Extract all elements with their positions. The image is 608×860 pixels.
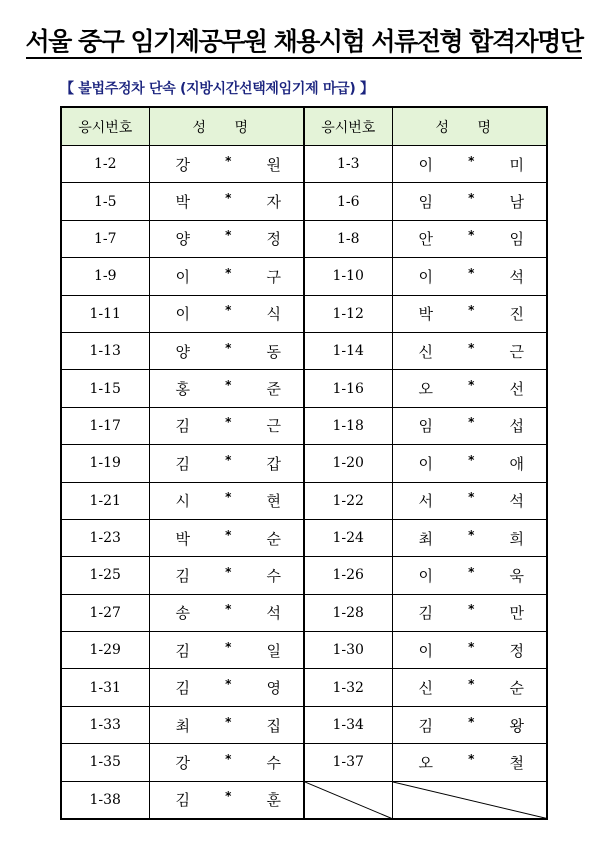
applicant-number-right: 1-12 <box>304 295 392 332</box>
name-last: 석 <box>509 267 524 286</box>
applicant-number-left: 1-9 <box>61 258 149 295</box>
name-first: 송 <box>175 604 190 623</box>
applicant-number-right: 1-16 <box>304 370 392 407</box>
applicant-name-parts <box>150 191 304 212</box>
applicant-name-parts <box>393 602 547 623</box>
applicant-name-parts <box>150 528 304 549</box>
name-mask: * <box>225 265 232 280</box>
name-first: 서 <box>418 492 433 511</box>
name-last: 순 <box>266 529 281 548</box>
table-row <box>61 632 547 669</box>
applicant-name-right <box>392 445 547 482</box>
diagonal-line <box>305 782 392 818</box>
header-name-right-text: 성 명 <box>435 119 503 136</box>
name-last: 섭 <box>509 417 524 436</box>
table-row <box>61 445 547 482</box>
applicant-name-right <box>392 407 547 444</box>
name-first: 이 <box>418 454 433 473</box>
name-first: 강 <box>175 155 190 174</box>
name-first: 안 <box>418 230 433 249</box>
applicant-number-right: 1-26 <box>304 557 392 594</box>
applicant-name-parts <box>150 154 304 175</box>
table-row <box>61 295 547 332</box>
table-row <box>61 332 547 369</box>
applicant-number-left: 1-38 <box>61 781 149 819</box>
name-last: 순 <box>509 679 524 698</box>
applicant-name-right <box>392 258 547 295</box>
applicant-name-left <box>149 594 304 631</box>
name-first: 이 <box>175 305 190 324</box>
empty-cell <box>304 781 392 819</box>
name-last: 현 <box>266 492 281 511</box>
empty-cell <box>392 781 547 819</box>
applicant-name-parts <box>393 565 547 586</box>
name-first: 최 <box>175 716 190 735</box>
applicant-name-parts <box>393 490 547 511</box>
applicant-number-right: 1-32 <box>304 669 392 706</box>
applicant-name-parts <box>393 341 547 362</box>
name-mask: * <box>468 191 475 206</box>
name-mask: * <box>225 714 232 729</box>
name-mask: * <box>468 751 475 766</box>
applicant-name-parts <box>150 303 304 324</box>
name-last: 만 <box>509 604 524 623</box>
table-row <box>61 183 547 220</box>
applicant-number-right: 1-28 <box>304 594 392 631</box>
name-first: 박 <box>175 193 190 212</box>
applicant-number-right: 1-18 <box>304 407 392 444</box>
applicant-name-parts <box>393 640 547 661</box>
name-mask: * <box>225 564 232 579</box>
table-row <box>61 669 547 706</box>
name-last: 식 <box>266 305 281 324</box>
name-first: 이 <box>418 566 433 585</box>
table-row <box>61 519 547 556</box>
name-mask: * <box>468 564 475 579</box>
name-last: 원 <box>266 155 281 174</box>
table-header-row <box>61 107 547 146</box>
name-last: 정 <box>266 230 281 249</box>
header-number-left: 응시번호 <box>61 107 149 146</box>
name-first: 양 <box>175 342 190 361</box>
applicant-number-right: 1-30 <box>304 632 392 669</box>
name-mask: * <box>468 677 475 692</box>
applicant-name-parts <box>150 789 304 810</box>
name-last: 욱 <box>509 566 524 585</box>
applicant-name-right <box>392 332 547 369</box>
table-row <box>61 407 547 444</box>
table-row <box>61 258 547 295</box>
applicant-name-parts <box>150 677 304 698</box>
name-mask: * <box>468 378 475 393</box>
applicant-name-parts <box>393 715 547 736</box>
applicant-name-left <box>149 407 304 444</box>
name-last: 집 <box>266 716 281 735</box>
name-first: 김 <box>418 604 433 623</box>
applicant-number-left: 1-29 <box>61 632 149 669</box>
name-last: 일 <box>266 641 281 660</box>
name-mask: * <box>468 303 475 318</box>
applicant-number-right: 1-20 <box>304 445 392 482</box>
table-body <box>61 146 547 820</box>
applicant-number-right: 1-3 <box>304 146 392 183</box>
applicant-name-parts <box>150 453 304 474</box>
applicant-name-left <box>149 781 304 819</box>
applicant-name-parts <box>393 303 547 324</box>
applicant-number-right: 1-22 <box>304 482 392 519</box>
name-last: 왕 <box>509 716 524 735</box>
name-mask: * <box>225 228 232 243</box>
name-mask: * <box>225 153 232 168</box>
applicant-name-parts <box>393 752 547 773</box>
name-first: 강 <box>175 753 190 772</box>
name-mask: * <box>225 527 232 542</box>
name-mask: * <box>225 303 232 318</box>
applicant-name-right <box>392 220 547 257</box>
applicant-number-left: 1-33 <box>61 706 149 743</box>
name-last: 근 <box>509 342 524 361</box>
applicant-number-left: 1-13 <box>61 332 149 369</box>
header-number-right: 응시번호 <box>304 107 392 146</box>
applicant-name-right <box>392 706 547 743</box>
name-last: 수 <box>266 566 281 585</box>
applicant-name-parts <box>150 602 304 623</box>
applicant-name-left <box>149 669 304 706</box>
applicant-name-left <box>149 332 304 369</box>
name-last: 영 <box>266 679 281 698</box>
applicant-name-left <box>149 220 304 257</box>
applicant-number-left: 1-35 <box>61 744 149 781</box>
name-mask: * <box>468 714 475 729</box>
name-first: 임 <box>418 417 433 436</box>
applicant-name-parts <box>393 415 547 436</box>
applicant-number-right: 1-14 <box>304 332 392 369</box>
applicant-number-left: 1-27 <box>61 594 149 631</box>
applicant-name-right <box>392 669 547 706</box>
table-row <box>61 594 547 631</box>
name-first: 이 <box>418 641 433 660</box>
applicant-number-left: 1-21 <box>61 482 149 519</box>
name-mask: * <box>225 340 232 355</box>
name-first: 이 <box>418 267 433 286</box>
applicant-name-parts <box>150 341 304 362</box>
applicant-name-left <box>149 183 304 220</box>
applicant-name-parts <box>150 266 304 287</box>
applicant-name-left <box>149 445 304 482</box>
name-last: 희 <box>509 529 524 548</box>
applicant-name-left <box>149 519 304 556</box>
header-name-left <box>149 107 304 146</box>
applicant-name-parts <box>150 378 304 399</box>
applicant-name-parts <box>393 228 547 249</box>
name-first: 홍 <box>175 380 190 399</box>
name-first: 이 <box>418 155 433 174</box>
name-first: 김 <box>175 566 190 585</box>
applicant-name-left <box>149 146 304 183</box>
applicant-name-right <box>392 632 547 669</box>
name-first: 신 <box>418 342 433 361</box>
name-mask: * <box>225 677 232 692</box>
name-first: 박 <box>175 529 190 548</box>
applicant-name-parts <box>150 490 304 511</box>
applicant-name-right <box>392 183 547 220</box>
section-subtitle: 【 불법주정차 단속 (지방시간선택제임기제 마급) 】 <box>60 81 374 97</box>
table-row <box>61 744 547 781</box>
name-last: 진 <box>509 305 524 324</box>
applicant-name-right <box>392 370 547 407</box>
name-first: 시 <box>175 492 190 511</box>
applicant-name-left <box>149 744 304 781</box>
applicant-number-right: 1-24 <box>304 519 392 556</box>
table-row <box>61 706 547 743</box>
name-mask: * <box>225 789 232 804</box>
name-last: 자 <box>266 193 281 212</box>
name-mask: * <box>468 490 475 505</box>
name-last: 애 <box>509 454 524 473</box>
applicant-name-parts <box>150 415 304 436</box>
applicant-number-left: 1-17 <box>61 407 149 444</box>
applicant-name-parts <box>393 191 547 212</box>
applicant-number-right: 1-10 <box>304 258 392 295</box>
applicant-name-parts <box>393 528 547 549</box>
applicant-name-parts <box>150 640 304 661</box>
header-name-left-text: 성 명 <box>192 119 260 136</box>
name-first: 신 <box>418 679 433 698</box>
applicant-name-parts <box>150 715 304 736</box>
applicant-name-left <box>149 706 304 743</box>
applicant-number-left: 1-11 <box>61 295 149 332</box>
name-mask: * <box>225 602 232 617</box>
name-mask: * <box>468 639 475 654</box>
name-last: 근 <box>266 417 281 436</box>
name-mask: * <box>468 340 475 355</box>
table-row <box>61 220 547 257</box>
name-first: 김 <box>418 716 433 735</box>
name-first: 오 <box>418 753 433 772</box>
name-last: 임 <box>509 230 524 249</box>
name-mask: * <box>225 490 232 505</box>
name-last: 훈 <box>266 791 281 810</box>
applicant-table <box>60 106 548 820</box>
name-mask: * <box>468 153 475 168</box>
applicant-number-left: 1-25 <box>61 557 149 594</box>
applicant-number-right: 1-8 <box>304 220 392 257</box>
page-title <box>0 22 608 58</box>
applicant-name-parts <box>393 453 547 474</box>
applicant-name-right <box>392 295 547 332</box>
applicant-number-left: 1-2 <box>61 146 149 183</box>
applicant-name-left <box>149 370 304 407</box>
table-row <box>61 557 547 594</box>
applicant-number-left: 1-15 <box>61 370 149 407</box>
name-mask: * <box>468 527 475 542</box>
applicant-name-right <box>392 557 547 594</box>
name-first: 김 <box>175 679 190 698</box>
table-row <box>61 370 547 407</box>
page-title-text: 서울 중구 임기제공무원 채용시험 서류전형 합격자명단 <box>26 27 583 59</box>
applicant-number-right: 1-6 <box>304 183 392 220</box>
applicant-name-right <box>392 146 547 183</box>
applicant-name-left <box>149 632 304 669</box>
name-last: 갑 <box>266 454 281 473</box>
name-mask: * <box>225 751 232 766</box>
name-first: 임 <box>418 193 433 212</box>
applicant-number-left: 1-19 <box>61 445 149 482</box>
applicant-name-parts <box>150 565 304 586</box>
name-mask: * <box>225 452 232 467</box>
name-last: 동 <box>266 342 281 361</box>
name-last: 선 <box>509 380 524 399</box>
table-row <box>61 482 547 519</box>
name-first: 박 <box>418 305 433 324</box>
name-first: 양 <box>175 230 190 249</box>
applicant-number-right: 1-34 <box>304 706 392 743</box>
name-mask: * <box>225 378 232 393</box>
applicant-name-left <box>149 482 304 519</box>
name-last: 철 <box>509 753 524 772</box>
name-last: 수 <box>266 753 281 772</box>
diagonal-line <box>393 782 547 818</box>
applicant-name-parts <box>393 154 547 175</box>
applicant-name-right <box>392 744 547 781</box>
name-mask: * <box>468 265 475 280</box>
name-last: 정 <box>509 641 524 660</box>
applicant-name-parts <box>150 752 304 773</box>
applicant-name-right <box>392 519 547 556</box>
applicant-name-parts <box>150 228 304 249</box>
name-first: 김 <box>175 791 190 810</box>
table-row <box>61 146 547 183</box>
name-last: 석 <box>509 492 524 511</box>
name-mask: * <box>468 415 475 430</box>
name-first: 오 <box>418 380 433 399</box>
applicant-name-left <box>149 258 304 295</box>
name-last: 석 <box>266 604 281 623</box>
applicant-number-right: 1-37 <box>304 744 392 781</box>
applicant-name-right <box>392 482 547 519</box>
name-mask: * <box>225 415 232 430</box>
table-row <box>61 781 547 819</box>
name-first: 최 <box>418 529 433 548</box>
applicant-number-left: 1-23 <box>61 519 149 556</box>
name-mask: * <box>225 639 232 654</box>
name-last: 준 <box>266 380 281 399</box>
applicant-name-left <box>149 557 304 594</box>
name-first: 김 <box>175 641 190 660</box>
header-name-right <box>392 107 547 146</box>
applicant-number-left: 1-7 <box>61 220 149 257</box>
name-mask: * <box>468 602 475 617</box>
name-mask: * <box>225 191 232 206</box>
applicant-name-parts <box>393 378 547 399</box>
applicant-name-left <box>149 295 304 332</box>
name-last: 남 <box>509 193 524 212</box>
name-first: 김 <box>175 417 190 436</box>
applicant-name-parts <box>393 266 547 287</box>
name-first: 이 <box>175 267 190 286</box>
name-mask: * <box>468 452 475 467</box>
applicant-number-left: 1-5 <box>61 183 149 220</box>
applicant-number-left: 1-31 <box>61 669 149 706</box>
applicant-name-right <box>392 594 547 631</box>
name-last: 미 <box>509 155 524 174</box>
applicant-name-parts <box>393 677 547 698</box>
name-mask: * <box>468 228 475 243</box>
name-first: 김 <box>175 454 190 473</box>
name-last: 구 <box>266 267 281 286</box>
